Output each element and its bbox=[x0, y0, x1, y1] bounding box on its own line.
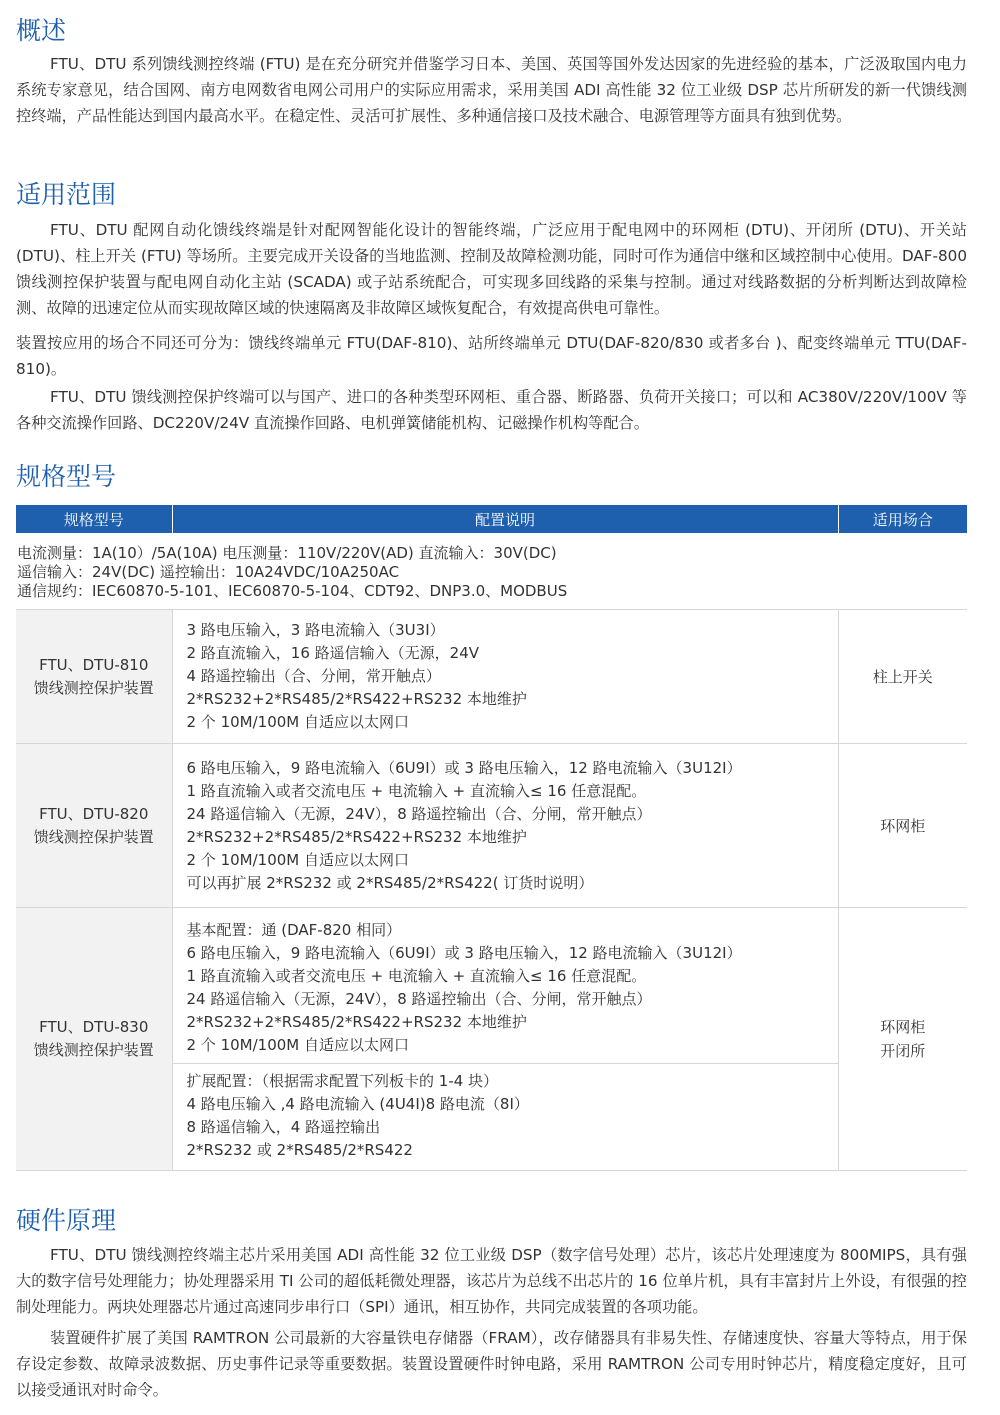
model-desc: 馈线测控保护装置 bbox=[33, 678, 154, 697]
table-row bbox=[16, 610, 967, 744]
application-text: 环网柜 bbox=[880, 816, 926, 835]
header-application: 适用场合 bbox=[838, 505, 967, 533]
header-model: 规格型号 bbox=[16, 505, 172, 533]
header-config: 配置说明 bbox=[172, 505, 838, 533]
application-text: 开闭所 bbox=[880, 1042, 926, 1060]
model-name: FTU、DTU-830 bbox=[39, 1018, 149, 1036]
hardware-paragraph-2: 装置硬件扩展了美国 RAMTRON 公司最新的大容量铁电存储器（FRAM），改存储器具有非易失性、存储速度快、容量大等特点，用于保存设定参数、故障录波数据、历史事件记录等重要数据。装置设置硬件时钟电路，采用 RAMTRON 公司专用时钟芯片，精度稳定度好，且可以接受通讯对时命令。 bbox=[16, 1329, 967, 1399]
config-cell bbox=[172, 610, 838, 744]
model-desc: 馈线测控保护装置 bbox=[33, 827, 154, 846]
config-line: 1 路直流输入或者交流电压 + 电流输入 + 直流输入≤ 16 任意混配。 bbox=[186, 966, 647, 985]
spec-heading: 规格型号 bbox=[16, 462, 117, 491]
scope-paragraph-3: FTU、DTU 馈线测控保护终端可以与国产、进口的各种类型环网柜、重合器、断路器、负荷开关接口；可以和 AC380V/220V/100V 等各种交流操作回路、DC220V/24V 直流操作回路、电机弹簧储能机构、记磁操作机构等配合。 bbox=[16, 388, 967, 432]
overview-heading: 概述 bbox=[16, 16, 67, 45]
config-line: 2 个 10M/100M 自适应以太网口 bbox=[186, 1035, 410, 1054]
config-line: 6 路电压输入，9 路电流输入（6U9I）或 3 路电压输入，12 路电流输入（3U12I） bbox=[186, 758, 742, 777]
config-cell bbox=[172, 908, 838, 1171]
table-row bbox=[16, 908, 967, 1171]
extension-line: 8 路遥信输入，4 路遥控输出 bbox=[186, 1117, 381, 1136]
model-cell bbox=[16, 908, 172, 1171]
model-cell bbox=[16, 744, 172, 908]
config-line: 4 路遥控输出（合、分闸，常开触点） bbox=[186, 667, 441, 685]
config-line: 3 路电压输入，3 路电流输入（3U3I） bbox=[186, 621, 445, 639]
config-line: 24 路遥信输入（无源，24V），8 路遥控输出（合、分闸，常开触点） bbox=[186, 989, 652, 1008]
common-spec-line: 遥信输入：24V(DC) 遥控输出：10A24VDC/10A250AC bbox=[17, 563, 400, 581]
config-line: 2 个 10M/100M 自适应以太网口 bbox=[186, 713, 410, 731]
config-line: 24 路遥信输入（无源，24V），8 路遥控输出（合、分闸，常开触点） bbox=[186, 804, 652, 823]
model-desc: 馈线测控保护装置 bbox=[33, 1041, 154, 1059]
application-text: 柱上开关 bbox=[872, 667, 933, 686]
hardware-heading: 硬件原理 bbox=[16, 1206, 117, 1235]
config-line: 2 路直流输入，16 路遥信输入（无源，24V bbox=[186, 644, 480, 662]
application-text: 环网柜 bbox=[880, 1018, 926, 1036]
config-line: 2*RS232+2*RS485/2*RS422+RS232 本地维护 bbox=[186, 690, 527, 708]
model-name: FTU、DTU-810 bbox=[39, 655, 149, 674]
overview-paragraph: FTU、DTU 系列馈线测控终端 (FTU) 是在充分研究并借鉴学习日本、美国、英国等国外发达因家的先进经验的基本，广泛汲取国内电力系统专家意见，结合国网、南方电网数省电网公司用户的实际应用需求，采用美国 ADI 高性能 32 位工业级 DSP 芯片所研发的新一代馈线测控终端，产品性能达到国内最高水平。在稳定性、灵活可扩展性、多种通信接口及技术融合、电源管理等方面具有独到优势。 bbox=[16, 55, 967, 125]
config-cell bbox=[172, 744, 838, 908]
scope-heading: 适用范围 bbox=[16, 180, 117, 209]
table-row bbox=[16, 744, 967, 908]
application-cell bbox=[838, 610, 967, 744]
config-line: 2 个 10M/100M 自适应以太网口 bbox=[186, 850, 410, 869]
config-line: 基本配置：通 (DAF-820 相同） bbox=[186, 920, 402, 939]
application-cell bbox=[838, 908, 967, 1171]
application-cell bbox=[838, 744, 967, 908]
scope-paragraph-2: 装置按应用的场合不同还可分为：馈线终端单元 FTU(DAF-810)、站所终端单元 DTU(DAF-820/830 或者多台 )、配变终端单元 TTU(DAF-810)。 bbox=[16, 334, 967, 378]
config-line: 1 路直流输入或者交流电压 + 电流输入 + 直流输入≤ 16 任意混配。 bbox=[186, 781, 647, 800]
extension-line: 2*RS232 或 2*RS485/2*RS422 bbox=[186, 1140, 413, 1159]
spec-table-header bbox=[16, 505, 967, 533]
config-line: 2*RS232+2*RS485/2*RS422+RS232 本地维护 bbox=[186, 827, 527, 846]
config-line: 2*RS232+2*RS485/2*RS422+RS232 本地维护 bbox=[186, 1012, 527, 1031]
config-line: 可以再扩展 2*RS232 或 2*RS485/2*RS422( 订货时说明） bbox=[186, 873, 594, 892]
scope-paragraph-1: FTU、DTU 配网自动化馈线终端是针对配网智能化设计的智能终端，广泛应用于配电网中的环网柜 (DTU)、开闭所 (DTU)、开关站 (DTU)、柱上开关 (FTU) 等场所。主要完成开关设备的当地监测、控制及故障检测功能，同时可作为通信中继和区域控制中心使用。DAF-800 馈线测控保护装置与配电网自动化主站 (SCADA) 或子站系统配合，可实现多回线路的采集与控制。通过对线路数据的分析判断达到故障检测、故障的迅速定位从而实现故障区域的快速隔离及非故障区域恢复配合，有效提高供电可靠性。 bbox=[16, 221, 967, 317]
spec-table bbox=[16, 505, 967, 1171]
hardware-paragraph-1: FTU、DTU 馈线测控终端主芯片采用美国 ADI 高性能 32 位工业级 DSP（数字信号处理）芯片，该芯片处理速度为 800MIPS，具有强大的数字信号处理能力；协处理器采用 TI 公司的超低耗微处理器，该芯片为总线不出芯片的 16 位单片机，具有丰富封片上外设，有很强的控制处理能力。两块处理器芯片通过高速同步串行口（SPI）通讯，相互协作，共同完成装置的各项功能。 bbox=[16, 1246, 967, 1316]
common-spec-cell bbox=[16, 533, 967, 610]
extension-line: 4 路电压输入 ,4 路电流输入 (4U4I)8 路电流（8I） bbox=[186, 1094, 529, 1113]
common-spec-line: 电流测量：1A(10）/5A(10A) 电压测量：110V/220V(AD) 直流输入：30V(DC) bbox=[17, 544, 557, 562]
common-spec-row bbox=[16, 533, 967, 610]
extension-block bbox=[173, 1063, 838, 1162]
config-line: 6 路电压输入，9 路电流输入（6U9I）或 3 路电压输入，12 路电流输入（3U12I） bbox=[186, 943, 742, 962]
extension-line: 扩展配置：（根据需求配置下列板卡的 1-4 块） bbox=[186, 1071, 499, 1090]
model-name: FTU、DTU-820 bbox=[39, 804, 149, 823]
common-spec-line: 通信规约：IEC60870-5-101、IEC60870-5-104、CDT92、DNP3.0、MODBUS bbox=[17, 582, 568, 600]
model-cell bbox=[16, 610, 172, 744]
